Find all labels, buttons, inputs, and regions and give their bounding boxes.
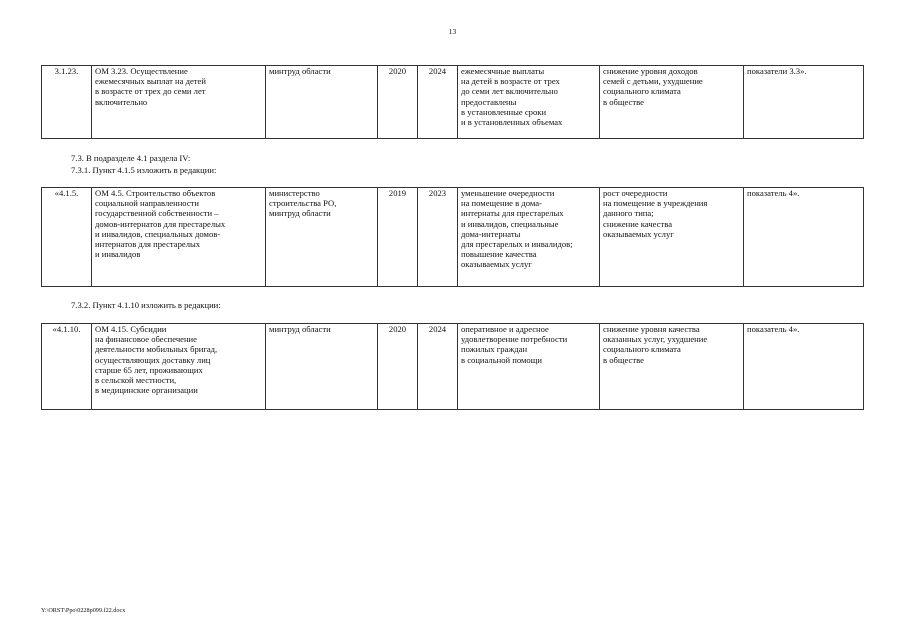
cell-start-year: 2019 <box>378 188 418 287</box>
cell-measure-name: ОМ 4.5. Строительство объектов социальной направленности государственной собственности – домов-интернатов для престарелых и инвалидов, специальных домов- интернатов для престарелых и инвалидов <box>92 188 266 287</box>
cell-executor: минтруд области <box>266 66 378 139</box>
cell-start-year: 2020 <box>378 66 418 139</box>
cell-consequences: рост очередности на помещение в учреждения данного типа; снижение качества оказываемых услуг <box>600 188 744 287</box>
paragraph-7-3-2: 7.3.2. Пункт 4.1.10 изложить в редакции: <box>71 300 221 310</box>
table-row-4-1-5 <box>41 187 864 287</box>
cell-executor: минтруд области <box>266 324 378 410</box>
file-path-footer: Y:\ORST\Ppo\0228p099.f22.docx <box>41 607 126 614</box>
cell-indicators: показатель 4». <box>744 324 864 410</box>
cell-expected-result: уменьшение очередности на помещение в дома- интернаты для престарелых и инвалидов, специальные дома-интернаты для престарелых и инвалидов; повышение качества оказываемых услуг <box>458 188 600 287</box>
cell-measure-name: ОМ 4.15. Субсидии на финансовое обеспечение деятельности мобильных бригад, осуществляющих доставку лиц старше 65 лет, проживающих в сельской местности, в медицинские организации <box>92 324 266 410</box>
cell-consequences: снижение уровня качества оказанных услуг, ухудшение социального климата в обществе <box>600 324 744 410</box>
cell-end-year: 2023 <box>418 188 458 287</box>
cell-executor: министерство строительства РО, минтруд области <box>266 188 378 287</box>
cell-measure-name: ОМ 3.23. Осуществление ежемесячных выплат на детей в возрасте от трех до семи лет включительно <box>92 66 266 139</box>
cell-indicators: показатели 3.3». <box>744 66 864 139</box>
paragraph-7-3-1: 7.3.1. Пункт 4.1.5 изложить в редакции: <box>71 165 217 175</box>
page-number: 13 <box>448 27 457 36</box>
cell-code: 3.1.23. <box>42 66 92 139</box>
cell-expected-result: ежемесячные выплаты на детей в возрасте от трех до семи лет включительно предоставлены в установленные сроки и в установленных объемах <box>458 66 600 139</box>
cell-code: «4.1.10. <box>42 324 92 410</box>
table-row-4-1-10 <box>41 323 864 410</box>
cell-start-year: 2020 <box>378 324 418 410</box>
cell-end-year: 2024 <box>418 324 458 410</box>
cell-expected-result: оперативное и адресное удовлетворение потребности пожилых граждан в социальной помощи <box>458 324 600 410</box>
paragraph-7-3: 7.3. В подразделе 4.1 раздела IV: <box>71 153 191 163</box>
cell-end-year: 2024 <box>418 66 458 139</box>
cell-code: «4.1.5. <box>42 188 92 287</box>
table-row-3-1-23 <box>41 65 864 139</box>
cell-consequences: снижение уровня доходов семей с детьми, ухудшение социального климата в обществе <box>600 66 744 139</box>
cell-indicators: показатель 4». <box>744 188 864 287</box>
